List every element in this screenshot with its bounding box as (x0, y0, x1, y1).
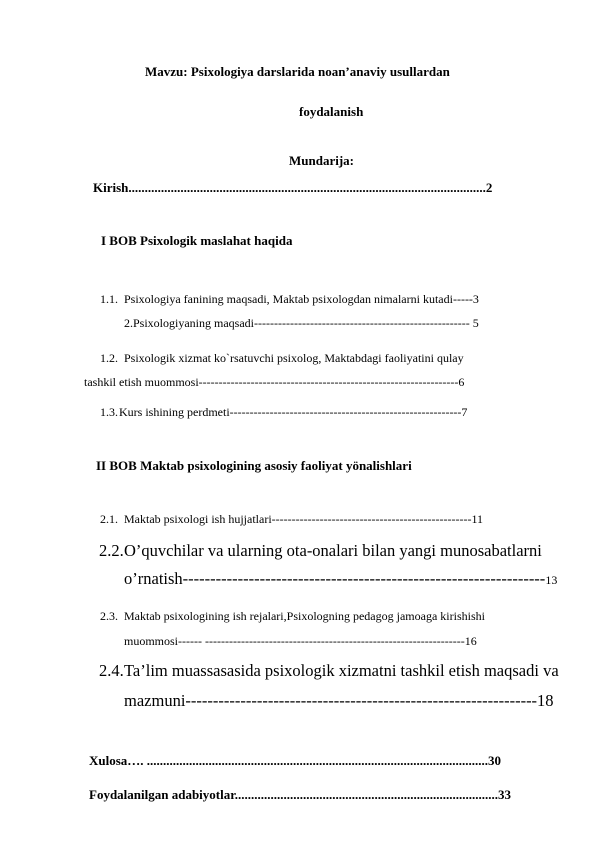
toc-item-2-2-page: 13 (545, 573, 558, 587)
toc-chapter-1: I BOB Psixologik maslahat haqida (101, 233, 293, 248)
toc-references: Foydalanilgan adabiyotlar.................................................................................33 (89, 787, 512, 802)
toc-intro: Kirish..............................................................................................................2 (93, 180, 493, 195)
toc-item-number: 2.1. (100, 512, 118, 526)
title-line-2: foydalanish (299, 104, 364, 119)
toc-item-1-2-line2: tashkil etish muommosi-----------------------------------------------------------------6 (84, 375, 465, 389)
toc-item-number: 2.2. (99, 541, 124, 560)
toc-item-2-1: Maktab psixologi ish hujjatlari--------------------------------------------------11 (124, 512, 484, 526)
toc-item-number: 2.3. (100, 609, 118, 623)
toc-item-1-1-2: 2.Psixologiyaning maqsadi------------------------------------------------------ 5 (124, 316, 479, 330)
toc-item-2-2-line2 (124, 569, 557, 589)
toc-item-1-1: Psixologiya fanining maqsadi, Maktab psixologdan nimalarni kutadi-----3 (124, 292, 479, 306)
toc-item-number: 1.1. (100, 292, 118, 306)
toc-item-1-2-line1: Psixologik xizmat ko`rsatuvchi psixolog, Maktabdagi faoliyatini qulay (124, 351, 464, 365)
contents-heading: Mundarija: (289, 153, 354, 168)
toc-item-2-3-line2: muommosi------ -----------------------------------------------------------------16 (124, 634, 477, 648)
toc-item-2-4-line1: Ta’lim muassasasida psixologik xizmatni tashkil etish maqsadi va (124, 661, 559, 680)
toc-item-1-3: Kurs ishining perdmeti----------------------------------------------------------7 (119, 405, 468, 419)
toc-item-2-2-text: o’rnatish------------------------------------------------------------------ (124, 569, 546, 588)
toc-item-number: 1.3. (100, 405, 118, 419)
toc-conclusion: Xulosa…. .........................................................................................................30 (89, 753, 502, 768)
title-line-1: Mavzu: Psixologiya darslarida noan’anaviy usullardan (145, 64, 450, 79)
toc-chapter-2: II BOB Maktab psixologining asosiy faoliyat yönalishlari (96, 458, 412, 473)
toc-item-number: 2.4. (99, 661, 124, 680)
toc-item-number: 1.2. (100, 351, 118, 365)
toc-item-2-3-line1: Maktab psixologining ish rejalari,Psixologning pedagog jamoaga kirishishi (124, 609, 485, 623)
toc-item-2-2-line1: O’quvchilar va ularning ota-onalari bilan yangi munosabatlarni (124, 541, 542, 560)
toc-item-2-4-line2: mazmuni----------------------------------------------------------------18 (124, 691, 554, 710)
